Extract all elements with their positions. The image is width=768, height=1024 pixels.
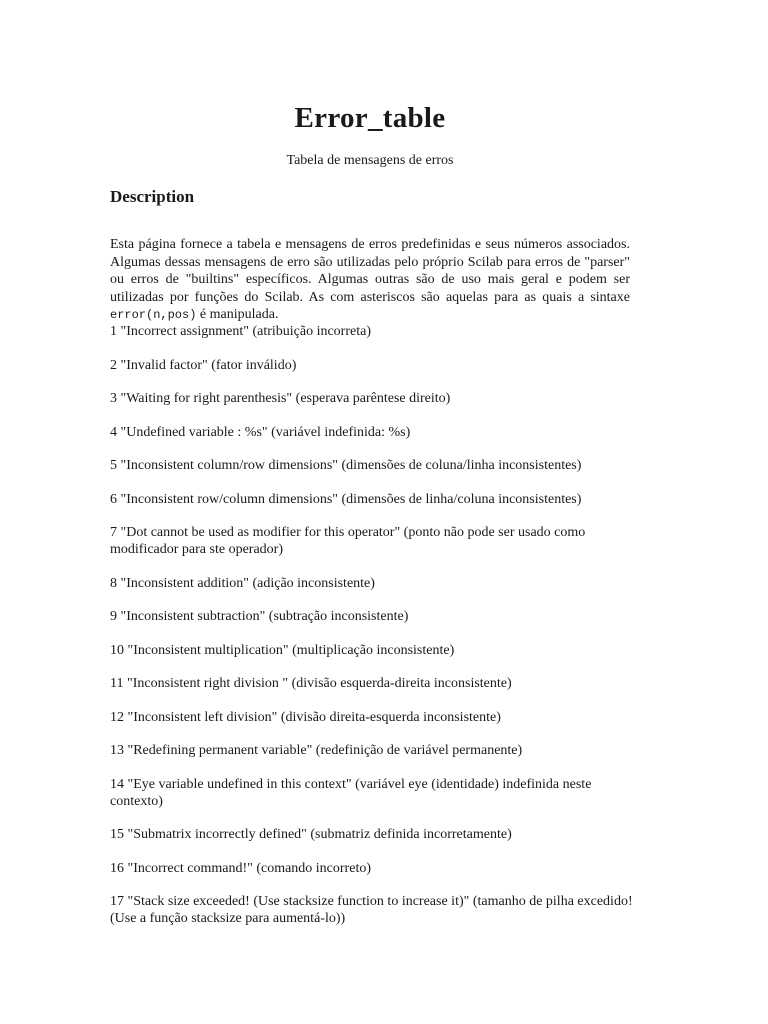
error-item-4: 4 "Undefined variable : %s" (variável indefinida: %s) [110, 424, 411, 440]
section-heading-description: Description [110, 187, 195, 206]
error-item-3: 3 "Waiting for right parenthesis" (esperava parêntese direito) [110, 391, 451, 406]
error-item-17: 17 "Stack size exceeded! (Use stacksize function to increase it)" (tamanho de pilha excedido! (Use a função stacksize para aumentá-lo)) [110, 894, 633, 926]
error-item-8: 8 "Inconsistent addition" (adição inconsistente) [110, 575, 375, 591]
error-item-15: 15 "Submatrix incorrectly defined" (submatriz definida incorretamente) [110, 827, 512, 842]
error-item-10: 10 "Inconsistent multiplication" (multiplicação inconsistente) [110, 642, 455, 658]
error-item-12: 12 "Inconsistent left division" (divisão direita-esquerda inconsistente) [110, 709, 501, 725]
intro-code-syntax: error(n,pos) [110, 308, 197, 322]
error-item-7: 7 "Dot cannot be used as modifier for this operator" (ponto não pode ser usado como modificador para ste operador) [110, 525, 586, 557]
page-title: Error_table [294, 102, 446, 134]
error-item-6: 6 "Inconsistent row/column dimensions" (dimensões de linha/coluna inconsistentes) [110, 491, 582, 507]
error-item-2: 2 "Invalid factor" (fator inválido) [110, 357, 297, 373]
intro-paragraph [110, 236, 630, 325]
error-list [110, 323, 640, 944]
error-item-13: 13 "Redefining permanent variable" (redefinição de variável permanente) [110, 743, 523, 758]
error-item-1: 1 "Incorrect assignment" (atribuição incorreta) [110, 324, 371, 339]
error-item-11: 11 "Inconsistent right division " (divisão esquerda-direita inconsistente) [110, 676, 512, 691]
page-subtitle: Tabela de mensagens de erros [286, 153, 454, 168]
error-item-14: 14 "Eye variable undefined in this context" (variável eye (identidade) indefinida neste contexto) [110, 776, 592, 809]
error-item-16: 16 "Incorrect command!" (comando incorreto) [110, 860, 371, 876]
intro-text-after-code: é manipulada. [196, 307, 279, 322]
error-item-5: 5 "Inconsistent column/row dimensions" (dimensões de coluna/linha inconsistentes) [110, 458, 582, 473]
intro-text-before-code: Esta página fornece a tabela e mensagens de erros predefinidas e seus números associados. Algumas dessas mensagens de erro são utilizadas pelo próprio Scilab para erros de "parser" ou erros de "builtins" específicos. Algumas outras são de uso mais geral e podem ser utilizadas por funções do Scilab. As com asteriscos são aquelas para as quais a sintaxe [110, 237, 630, 305]
error-item-9: 9 "Inconsistent subtraction" (subtração inconsistente) [110, 609, 409, 624]
